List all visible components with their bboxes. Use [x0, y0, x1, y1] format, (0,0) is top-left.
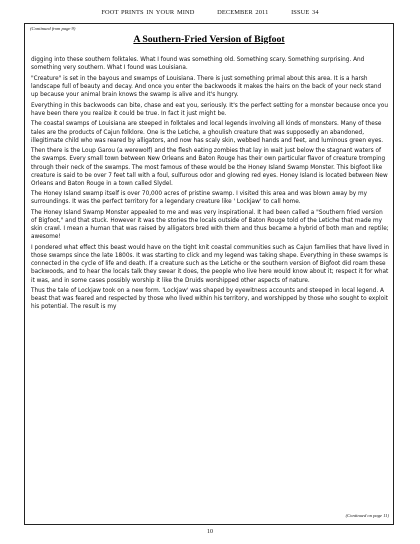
paragraph: I pondered what effect this beast would have on the tight knit coastal communities such as Cajun families that have lived in those swamps since the late 1800s. It was starting to click and my legend was taking shape. Everything in these swamps is connected in the cycle of life and death. If a creature such as the Letiche or the southern version of Bigfoot did roam these backwoods, and to hear the locals talk they swear it does, the people who live here would know about it; respect it for what it was, and in some cases possibly worship it like the Druids worshipped other aspects of nature. — [31, 245, 389, 284]
page-header — [0, 9, 420, 16]
article-body — [31, 56, 389, 314]
paragraph: Everything in this backwoods can bite, chase and eat you, seriously. It's the perfect setting for a monster because once you have been there you realize it could be true. In fact it just might be. — [31, 102, 388, 117]
article-title: A Southern-Fried Version of Bigfoot — [133, 34, 285, 45]
paragraph: The coastal swamps of Louisiana are steeped in folktales and local legends involving all kinds of monsters. Many of these tales are the products of Cajun folklore. One is the Letiche, a ghoulish creature that was supposedly an abandoned, illegitimate child who was reared by alligators, and now has scaly skin, webbed hands and feet, and luminous green eyes. — [31, 121, 384, 144]
page-number: 10 — [207, 529, 213, 535]
issue-date: DECEMBER 2011 — [217, 9, 269, 16]
paragraph: "Creature" is set in the bayous and swamps of Louisiana. There is just something primal about this area. It is a harsh landscape full of beauty and decay. And once you enter the backwoods it makes the hairs on the back of your neck stand up because your animal brain knows the swamp is alive and it's hungry. — [31, 75, 382, 98]
paragraph: digging into these southern folktales. What I found was something old. Something scary. Something surprising. And something very southern. What I found was Louisiana. — [31, 57, 365, 72]
paragraph: Thus the tale of Lockjaw took on a new form. 'Lockjaw' was shaped by eyewitness accounts and steeped in local legend. A beast that was feared and respected by those who lived within his territory, and worshipped by those who sought to exploit his potential. The result is my — [31, 288, 388, 311]
issue-number: ISSUE 34 — [291, 9, 319, 16]
paragraph: The Honey Island Swamp Monster appealed to me and was very inspirational. It had been called a "Southern fried version of Bigfoot," and that stuck. However it was the stories the locals outside of Baton Rouge told of the Letiche that made my skin crawl. I mean a human that was raised by alligators bred with them and thus became a hybrid of both man and reptile; awesome! — [31, 210, 389, 241]
continued-from-note: (Continued from page 9) — [30, 25, 76, 31]
paragraph: Then there is the Loup Garou (a werewolf) and the flesh eating zombies that lay in wait just below the stagnant waters of the swamps. Every small town between New Orleans and Baton Rouge has their own particular flavor of creature tromping through their neck of the swamps. The most famous of these would be the Honey Island Swamp Monster. This bigfoot like creature is said to be over 7 feet tall with a foul, sulfurous odor and glowing red eyes. Honey Island is located between New Orleans and Baton Rouge in a town called Slydel. — [31, 148, 388, 187]
publication-name: FOOT PRINTS IN YOUR MIND — [101, 9, 195, 16]
paragraph: The Honey Island swamp itself is over 70,000 acres of pristine swamp. I visited this area and was blown away by my surroundings. It was the perfect territory for a legendary creature like ' Lockjaw' to call home. — [31, 191, 367, 206]
continued-on-note: (Continued on page 11) — [345, 512, 389, 518]
